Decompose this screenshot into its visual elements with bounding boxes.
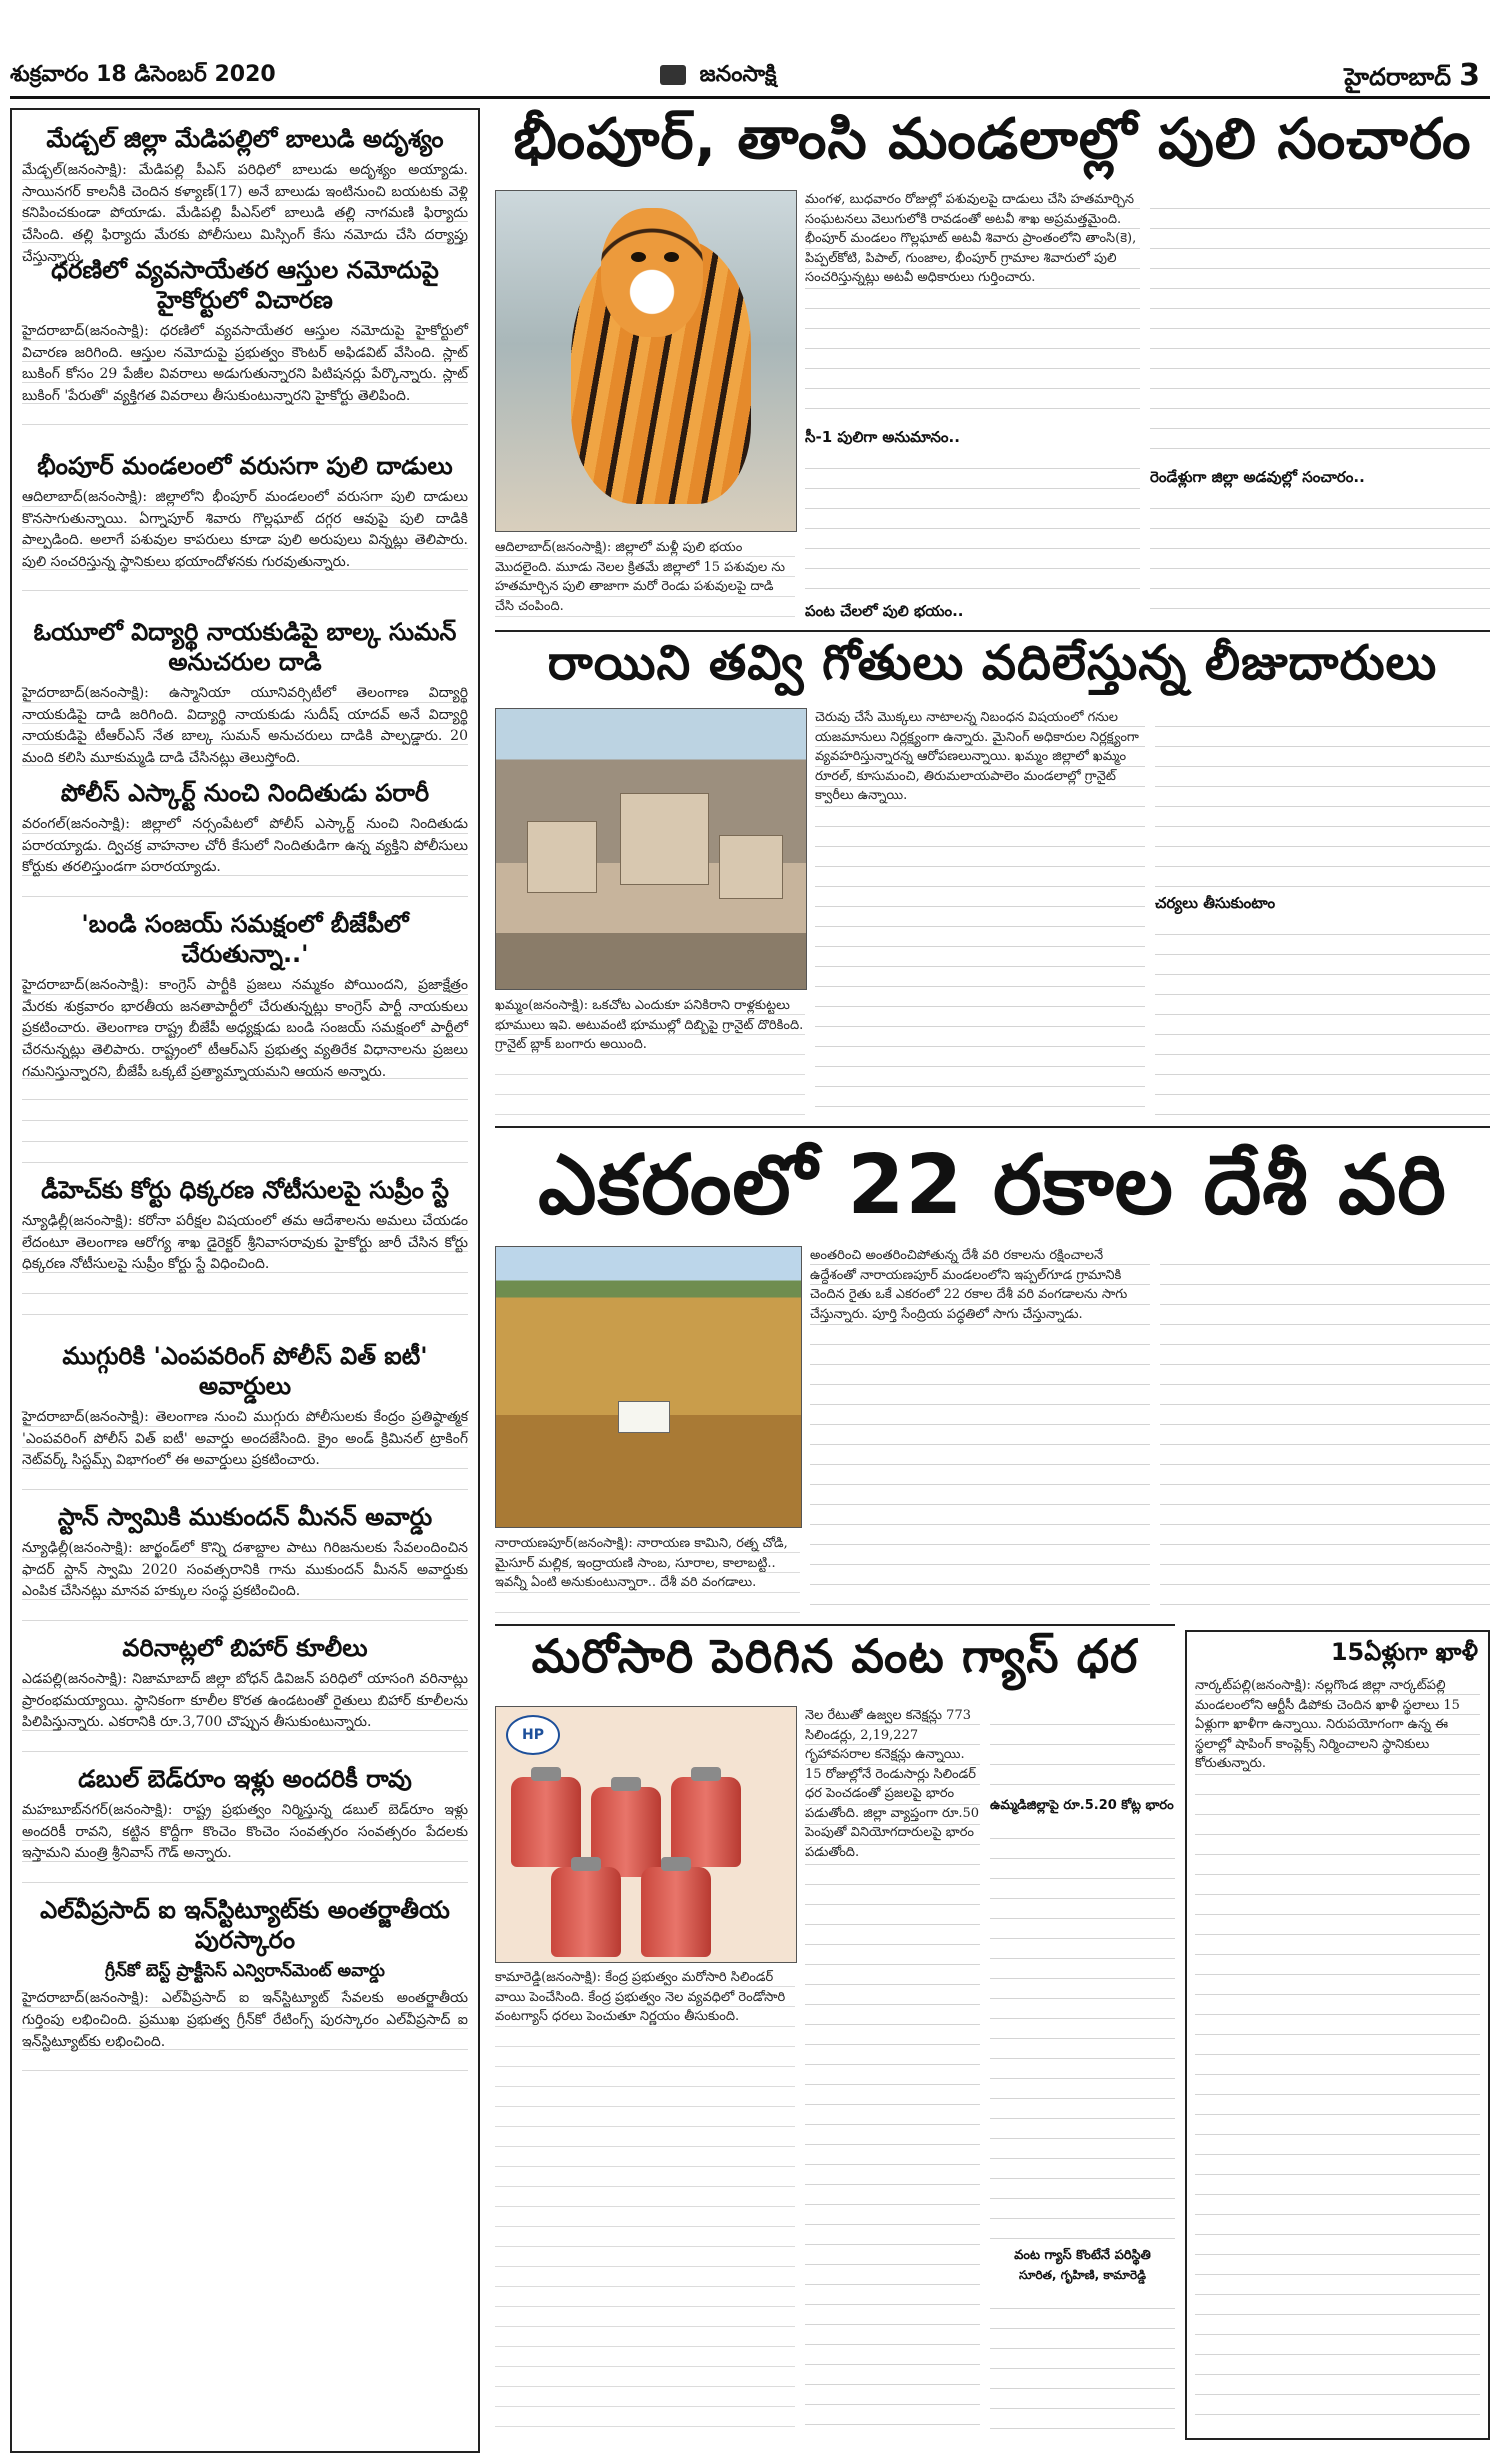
brief-body: వరంగల్(జనంసాక్షి): జిల్లాలో నర్సంపేటలో పోలీస్ ఎస్కార్ట్ నుంచి నిందితుడు పరారయ్యాడు. ద్విచక్ర వాహనాల చోరీ కేసులో నిందితుడిగా ఉన్న వ్యక్తిని పోలీసులు కోర్టుకు తరలిస్తుండగా పరారయ్యాడు. — [22, 814, 468, 899]
story-divider — [495, 630, 1490, 632]
paddy-caption: నారాయణపూర్(జనంసాక్షి): నారాయణ కామిని, రత్న చోడి, మైసూర్ మల్లిక, ఇంద్రాయణి సాంబ, సూరాల, కాలాబట్టి.. ఇవన్నీ ఏంటి అనుకుంటున్నారా.. దేశీ వరి వంగడాలు. — [495, 1534, 800, 1614]
gas-photo — [495, 1706, 797, 1963]
gas-body-col3b — [990, 1820, 1175, 2240]
brief-body: హైదరాబాద్(జనంసాక్షి): ధరణిలో వ్యవసాయేతర ఆస్తుల నమోదుపై హైకోర్టులో విచారణ జరిగింది. ఆస్తుల నమోదుపై ప్రభుత్వం కౌంటర్ అఫిడవిట్ వేసింది. స్లాట్ బుకింగ్ కోసం 29 పేజీల వివరాలు అడుగుతున్నారని పిటిషనర్లు పేర్కొన్నారు. స్లాట్ బుకింగ్ 'పేరుతో' వ్యక్తిగత వివరాలు తీసుకుంటున్నారని హైకోర్టు తెలిపింది. — [22, 321, 468, 441]
tiger-subhead: పంట చేలలో పులి భయం.. — [805, 602, 964, 620]
gas-headline: మరోసారి పెరిగిన వంట గ్యాస్ ధర — [531, 1629, 1139, 1683]
tiger-headline: భీంపూర్, తాంసి మండలాల్లో పులి సంచారం — [513, 107, 1472, 172]
brief-headline: ఎల్‌వీప్రసాద్ ఐ ఇన్‌స్టిట్యూట్‌కు అంతర్జాతీయ పురస్కారం — [40, 1896, 450, 1954]
paddy-body-col3 — [1160, 1246, 1490, 1616]
brief-item — [22, 1175, 468, 1331]
tiger-subhead: రెండేళ్లుగా జిల్లా అడవుల్లో సంచారం.. — [1150, 468, 1365, 486]
brief-body: హైదరాబాద్(జనంసాక్షి): ఎల్‌వీప్రసాద్ ఐ ఇన్‌స్టిట్యూట్ సేవలకు అంతర్జాతీయ గుర్తింపు లభించింది. ప్రముఖ ప్రభుత్వ గ్రీన్‌కో రేటింగ్స్ పురస్కారం ఎల్‌వీప్రసాద్ ఐ ఇన్‌స్టిట్యూట్‌కు లభించింది. — [22, 1988, 468, 2073]
gas-body-col3c — [990, 2290, 1175, 2436]
tiger-body-col3 — [1150, 190, 1490, 460]
brief-body: మేడ్చల్(జనంసాక్షి): మేడిపల్లి పీఎస్ పరిధిలో బాలుడు అదృశ్యం అయ్యాడు. సాయినగర్ కాలనీకి చెందిన కళ్యాణ్(17) అనే బాలుడు ఇంటినుంచి బయటకు వెళ్లి కనిపించకుండా పోయాడు. మేడిపల్లి పీఎస్‌లో బాలుడి తల్లి నాగమణి ఫిర్యాదు చేసింది. తల్లి ఫిర్యాదు మేరకు పోలీసులు మిస్సింగ్ కేసు నమోదు చేసి దర్యాప్తు చేస్తున్నారు. — [22, 162, 468, 265]
brief-headline: భీంపూర్ మండలంలో వరుసగా పులి దాడులు — [37, 452, 453, 480]
pen-logo-icon — [660, 65, 686, 85]
quarry-headline: రాయిని తవ్వి గోతులు వదిలేస్తున్న లీజుదారులు — [547, 635, 1438, 691]
paddy-body: అంతరించి అంతరించిపోతున్న దేశీ వరి రకాలను రక్షించాలనే ఉద్దేశంతో నారాయణపూర్ మండలంలోని ఇప్పల్‌గూడ గ్రామానికి చెందిన రైతు ఒకే ఎకరంలో 22 రకాల దేశీ వరి వంగడాలను సాగు చేస్తున్నారు. పూర్తి సేంద్రియ పద్ధతిలో సాగు చేస్తున్నాడు. — [810, 1246, 1150, 1616]
tiger-body-col3b — [1150, 490, 1490, 622]
brief-item — [22, 1502, 468, 1623]
story-divider — [495, 1624, 1175, 1626]
quarry-subhead: చర్యలు తీసుకుంటాం — [1155, 894, 1276, 912]
gas-subhead: ఉమ్మడిజిల్లాపై రూ.5.20 కోట్ల భారం — [990, 1798, 1174, 1813]
gas-body: నెల రేటుతో ఉజ్వల కనెక్షన్లు 773 సిలిండర్లు, 2,19,227 గృహావసరాల కనెక్షన్లు ఉన్నాయి. 15 రోజుల్లోనే రెండుసార్లు సిలిండర్ ధర పెంచడంతో ప్రజలపై భారం పడుతోంది. జిల్లా వ్యాప్తంగా రూ.50 పెంపుతో వినియోగదారులపై భారం పడుతోంది. — [805, 1706, 980, 2436]
masthead — [10, 0, 1490, 110]
brief-headline: స్టాన్ స్వామికి ముకుందన్ మీనన్ అవార్డు — [57, 1503, 433, 1531]
story-divider — [495, 1126, 1490, 1128]
brief-item — [22, 1895, 468, 2073]
masthead-rule — [10, 96, 1490, 99]
gas-subhead: వంట గ్యాస్ కొంటేనే పరిస్థితి — [1014, 2248, 1151, 2263]
paddy-photo — [495, 1246, 802, 1528]
quarry-body-col3b — [1155, 916, 1490, 1116]
brief-item — [22, 1633, 468, 1754]
brief-body: హైదరాబాద్(జనంసాక్షి): కాంగ్రెస్ పార్టీకి ప్రజలు నమ్మకం పోయిందని, ప్రజాక్షేత్రం మేరకు శుక్రవారం భారతీయ జనతాపార్టీలో చేరుతున్నట్లు కాంగ్రెస్ పార్టీ నాయకులు ప్రకటించారు. తెలంగాణ రాష్ట్ర బీజేపీ అధ్యక్షుడు బండి సంజయ్ సమక్షంలో పార్టీలో చేరనున్నట్లు తెలిపారు. రాష్ట్రంలో టీఆర్ఎస్ ప్రభుత్వ వ్యతిరేక విధానాలను ప్రజలు గమనిస్తున్నారని, బీజేపీ ఒక్కటే ప్రత్యామ్నాయమని ఆయన అన్నారు. — [22, 975, 468, 1165]
empty-land-body: నార్కట్‌పల్లి(జనంసాక్షి): నల్లగొండ జిల్లా నార్కట్‌పల్లి మండలంలోని ఆర్టీసీ డిపోకు చెందిన ఖాళీ స్థలాలు 15 ఏళ్లుగా ఖాళీగా ఉన్నాయి. నిరుపయోగంగా ఉన్న ఈ స్థలాల్లో షాపింగ్ కాంప్లెక్స్ నిర్మించాలని స్థానికులు కోరుతున్నారు. — [1195, 1676, 1480, 2431]
tiger-body-cont — [805, 450, 1140, 598]
brief-item — [22, 778, 468, 899]
brief-item — [22, 1764, 468, 1885]
brief-headline: పోలీస్ ఎస్కార్ట్ నుంచి నిందితుడు పరారీ — [60, 779, 430, 807]
tiger-subhead: సీ-1 పులిగా అనుమానం.. — [805, 428, 960, 446]
brief-body: ఆదిలాబాద్(జనంసాక్షి): జిల్లాలోని భీంపూర్ మండలంలో వరుసగా పులి దాడులు కొనసాగుతున్నాయి. ఏగ్నాపూర్ శివారు గొల్లఘాట్ దగ్గర ఆవుపై పులి దాడికి పాల్పడింది. అలాగే పశువుల కాపరులు కూడా పులి అరుపులు విన్నట్లు తెలిపారు. పులి సంచరిస్తున్న స్థానికులు భయాందోళనకు గురవుతున్నారు. — [22, 487, 468, 607]
brief-item — [22, 124, 468, 265]
empty-land-box — [1185, 1630, 1490, 2440]
brief-item — [22, 617, 468, 768]
tiger-caption: ఆదిలాబాద్(జనంసాక్షి): జిల్లాలో మళ్లీ పులి భయం మొదలైంది. మూడు నెలల క్రితమే జిల్లాలో 15 పశువుల ను హతమార్చిన పులి తాజాగా మరో రెండు పశువులపై దాడి చేసి చంపింది. — [495, 538, 795, 622]
brief-body: న్యూఢిల్లీ(జనంసాక్షి): కరోనా పరీక్షల విషయంలో తమ ఆదేశాలను అమలు చేయడం లేదంటూ తెలంగాణ ఆరోగ్య శాఖ డైరెక్టర్ శ్రీనివాసరావుకు హైకోర్టు జారీ చేసిన కోర్టు ధిక్కరణ నోటీసులపై సుప్రీం కోర్టు స్టే విధించింది. — [22, 1211, 468, 1331]
brief-item — [22, 255, 468, 441]
page-number: 3 — [1459, 58, 1480, 93]
tiger-body: మంగళ, బుధవారం రోజుల్లో పశువులపై దాడులు చేసి హతమార్చిన సంఘటనలు వెలుగులోకి రావడంతో అటవీ శాఖ అప్రమత్తమైంది. భీంపూర్ మండలం గొల్లఘాట్ అటవీ శివారు ప్రాంతంలోని తాంసి(కె), పిప్పల్‌కోటి, పిపాల్, గుంజాల, భీంపూర్ గ్రామాల శివారులో పులి సంచరిస్తున్నట్లు అటవీ అధికారులు గుర్తించారు. — [805, 190, 1140, 420]
brief-headline: ముగ్గురికి 'ఎంపవరింగ్ పోలీస్ విత్ ఐటీ' అవార్డులు — [62, 1342, 428, 1400]
brief-body: మహబూబ్‌నగర్(జనంసాక్షి): రాష్ట్ర ప్రభుత్వం నిర్మిస్తున్న డబుల్ బెడ్‌రూం ఇళ్లు అందరికీ రావని, కట్టిన కొద్దీగా కొంచెం కొంచెం సంవత్సరం సంవత్సరం పేదలకు ఇస్తామని మంత్రి శ్రీనివాస్ గౌడ్ అన్నారు. — [22, 1800, 468, 1885]
paddy-headline: ఎకరంలో 22 రకాల దేశీ వరి — [538, 1138, 1447, 1233]
edition-city: హైదరాబాద్ — [1344, 63, 1452, 91]
brief-item — [22, 909, 468, 1165]
quarry-body-col3 — [1155, 708, 1490, 888]
issue-date: శుక్రవారం 18 డిసెంబర్ 2020 — [10, 62, 276, 87]
quarry-photo — [495, 708, 807, 990]
quarry-caption: ఖమ్మం(జనంసాక్షి): ఒకచోట ఎందుకూ పనికిరాని రాళ్లకుట్టలు భూములు ఇవి. అటువంటి భూముల్లో దిబ్బిపై గ్రానైట్ దొరికింది. గ్రానైట్ బ్లాక్ బంగారు అయింది. — [495, 996, 805, 1116]
gas-body-col3a — [990, 1706, 1175, 1794]
brief-headline: 'బండి సంజయ్ సమక్షంలో బీజేపీలో చేరుతున్నా..' — [81, 910, 409, 968]
empty-land-headline: 15ఏళ్లుగా ఖాళీ — [1330, 1638, 1478, 1666]
paper-logo — [660, 62, 777, 92]
gas-subhead-byline: సూరిత, గృహిణి, కామారెడ్డి — [1019, 2268, 1146, 2282]
tiger-photo — [495, 190, 797, 532]
brief-item — [22, 451, 468, 607]
brief-body: న్యూఢిల్లీ(జనంసాక్షి): జార్ఖండ్‌లో కొన్ని దశాబ్దాల పాటు గిరిజనులకు సేవలందించిన ఫాదర్ స్టాన్ స్వామి 2020 సంవత్సరానికి గాను ముకుందన్ మీనన్ అవార్డుకు ఎంపిక చేసినట్లు మానవ హక్కుల సంస్థ ప్రకటించింది. — [22, 1538, 468, 1623]
brief-headline: డీహెచ్‌కు కోర్టు ధిక్కరణ నోటీసులపై సుప్రీం స్టే — [41, 1176, 449, 1204]
quarry-body: చెరువు చేసే మొక్కలు నాటాలన్న నిబంధన విషయంలో గనుల యజమానులు నిర్లక్ష్యంగా ఉన్నారు. మైనింగ్ అధికారుల నిర్లక్ష్యంగా వ్యవహరిస్తున్నారన్న ఆరోపణలున్నాయి. ఖమ్మం జిల్లాలో ఖమ్మం రూరల్, కూసుమంచి, తిరుమలాయపాలెం మండలాల్లో గ్రానైట్ క్వారీలు ఉన్నాయి. — [815, 708, 1145, 1118]
gas-caption: కామారెడ్డి(జనంసాక్షి): కేంద్ర ప్రభుత్వం మరోసారి సిలిండర్ వాయి పెంచేసింది. కేంద్ర ప్రభుత్వం నెల వ్యవధిలో రెండోసారి వంటగ్యాస్ ధరలు పెంచుతూ నిర్ణయం తీసుకుంది. — [495, 1968, 795, 2438]
hp-logo: HP — [506, 1715, 560, 1755]
brief-body: హైదరాబాద్(జనంసాక్షి): తెలంగాణ నుంచి ముగ్గురు పోలీసులకు కేంద్రం ప్రతిష్ఠాత్మక 'ఎంపవరింగ్ పోలీస్ విత్ ఐటీ' అవార్డు అందజేసింది. క్రైం అండ్ క్రిమినల్ ట్రాకింగ్ నెట్‌వర్క్ సిస్టమ్స్ విభాగంలో ఈ అవార్డులు ప్రకటించారు. — [22, 1407, 468, 1492]
edition-info — [1344, 58, 1480, 97]
brief-headline: డబుల్ బెడ్‌రూం ఇళ్లు అందరికీ రావు — [78, 1765, 412, 1793]
brief-headline: వరినాట్లలో బిహార్ కూలీలు — [122, 1634, 368, 1662]
brief-body: హైదరాబాద్(జనంసాక్షి): ఉస్మానియా యూనివర్సిటీలో తెలంగాణ విద్యార్థి నాయకుడిపై దాడి జరిగింది. విద్యార్థి నాయకుడు సుదీష్ యాదవ్ అనే విద్యార్థి నాయకుడిపై టీఆర్ఎస్ నేత బాల్క సుమన్ అనుచరులు దాడికి పాల్పడ్డారు. 20 మంది కలిసి మూకుమ్మడి దాడి చేసినట్లు తెలుస్తోంది. — [22, 685, 468, 767]
brief-headline: ధరణిలో వ్యవసాయేతర ఆస్తుల నమోదుపై హైకోర్టులో విచారణ — [51, 256, 439, 314]
brief-item — [22, 1341, 468, 1492]
brief-subhead: గ్రీన్‌కో బెస్ట్ ప్రాక్టీసెస్ ఎన్విరాన్‌మెంట్ అవార్డు — [105, 1961, 385, 1981]
brief-body: ఎడపల్లి(జనంసాక్షి): నిజామాబాద్ జిల్లా బోధన్ డివిజన్ పరిధిలో యాసంగి వరినాట్లు ప్రారంభమయ్యాయి. స్థానికంగా కూలీల కొరత ఉండటంతో రైతులు బిహార్ కూలీలను పిలిపిస్తున్నారు. ఎకరానికి రూ.3,700 చొప్పున తీసుకుంటున్నారు. — [22, 1669, 468, 1754]
brief-headline: మేడ్చల్ జిల్లా మేడిపల్లిలో బాలుడి అదృశ్యం — [46, 125, 444, 153]
paper-name: జనంసాక్షి — [699, 62, 777, 87]
sidebar-briefs — [10, 108, 480, 2453]
brief-headline: ఓయూలో విద్యార్థి నాయకుడిపై బాల్క సుమన్ అనుచరుల దాడి — [33, 618, 457, 676]
